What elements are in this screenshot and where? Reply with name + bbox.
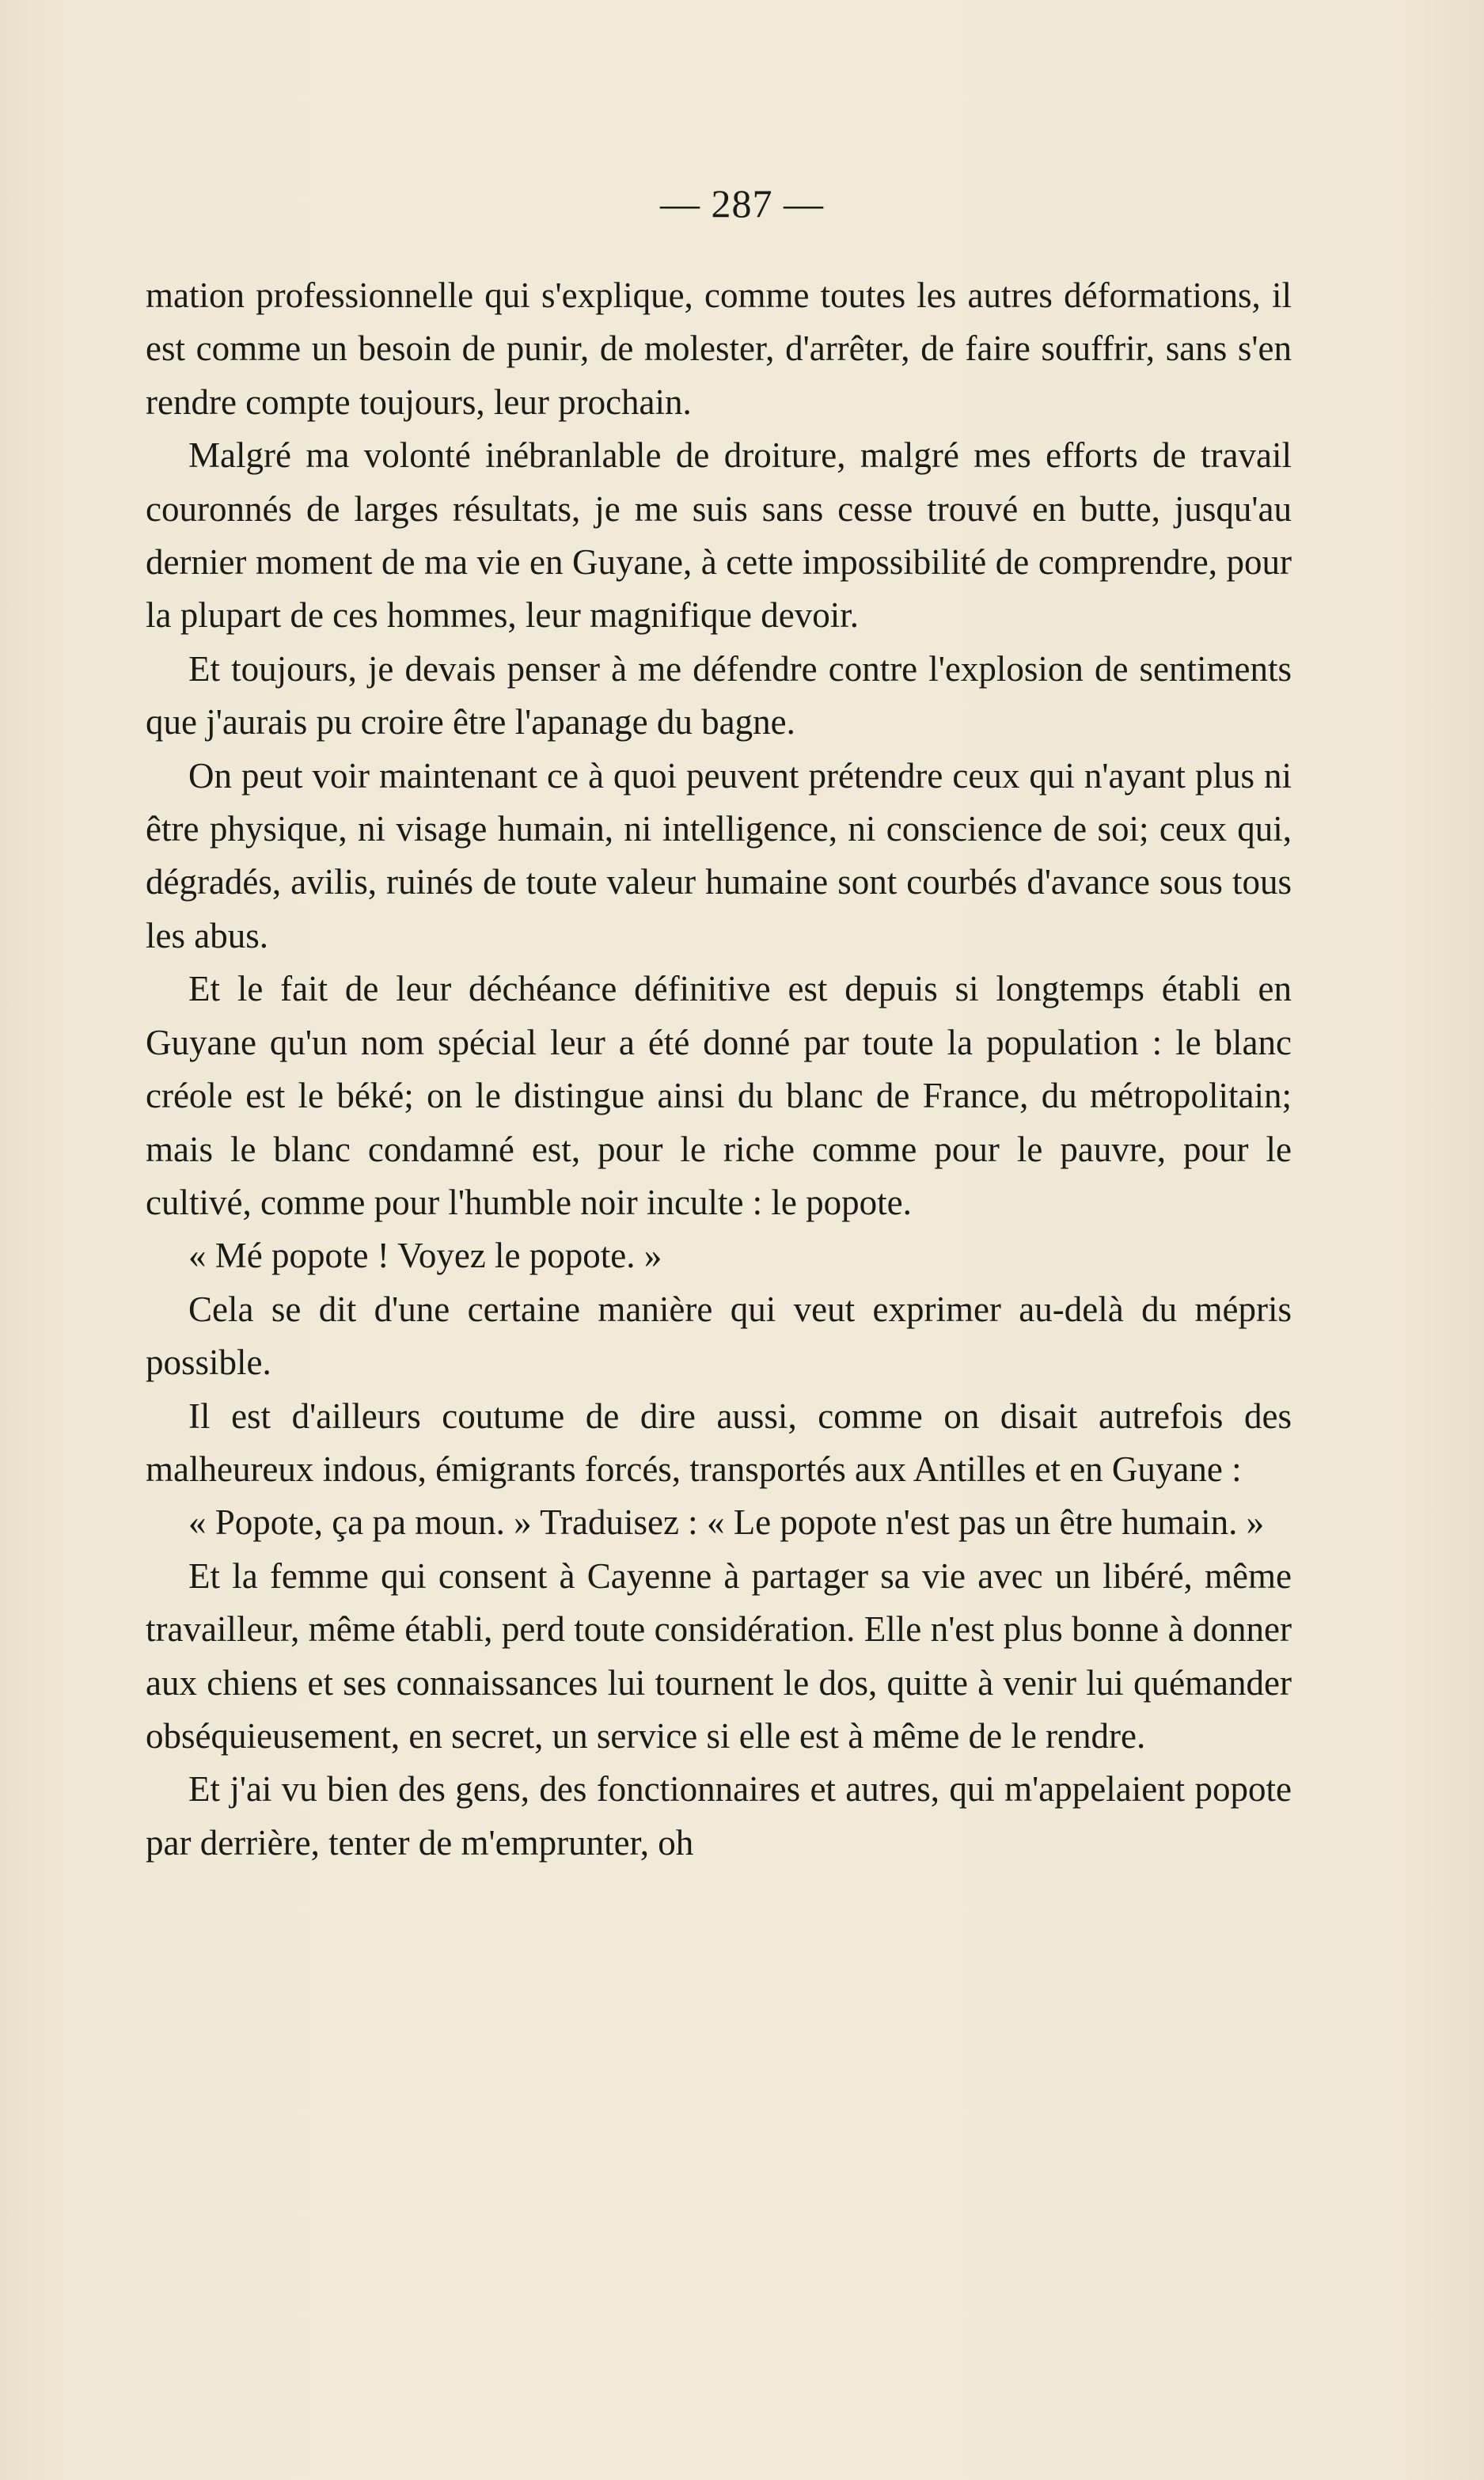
paragraph-1: mation professionnelle qui s'explique, comme toutes les autres déformations, il est comme un besoin de punir, de molester, d'arrêter, de faire souffrir, sans s'en rendre compte toujours, leur prochain. bbox=[146, 275, 1292, 422]
paragraph-11: Et j'ai vu bien des gens, des fonctionnaires et autres, qui m'appelaient popote par derrière, tenter de m'emprunter, oh bbox=[146, 1769, 1292, 1863]
paragraph-6: « Mé popote ! Voyez le popote. » bbox=[188, 1236, 662, 1276]
body-text bbox=[146, 269, 1292, 1870]
paragraph-9: « Popote, ça pa moun. » Traduisez : « Le popote n'est pas un être humain. » bbox=[188, 1502, 1265, 1543]
paragraph-4: On peut voir maintenant ce à quoi peuvent prétendre ceux qui n'ayant plus ni être physique, ni visage humain, ni intelligence, ni conscience de soi; ceux qui, dégradés, avilis, ruinés de toute valeur humaine sont courbés d'avance sous tous les abus. bbox=[146, 755, 1292, 955]
paragraph-2: Malgré ma volonté inébranlable de droiture, malgré mes efforts de travail couronnés de larges résultats, je me suis sans cesse trouvé en butte, jusqu'au dernier moment de ma vie en Guyane, à cette impossibilité de comprendre, pour la plupart de ces hommes, leur magnifique devoir. bbox=[146, 435, 1292, 636]
paragraph-3: Et toujours, je devais penser à me défendre contre l'explosion de sentiments que j'aurais pu croire être l'apanage du bagne. bbox=[146, 648, 1292, 742]
paragraph-8: Il est d'ailleurs coutume de dire aussi, comme on disait autrefois des malheureux indous, émigrants forcés, transportés aux Antilles et en Guyane : bbox=[146, 1396, 1292, 1489]
paragraph-7: Cela se dit d'une certaine manière qui veut exprimer au-delà du mépris possible. bbox=[146, 1289, 1292, 1383]
paragraph-5: Et le fait de leur déchéance définitive est depuis si longtemps établi en Guyane qu'un nom spécial leur a été donné par toute la population : le blanc créole est le béké; on le distingue ainsi du blanc de France, du métropolitain; mais le blanc condamné est, pour le riche comme pour le pauvre, pour le cultivé, comme pour l'humble noir inculte : le popote. bbox=[146, 969, 1292, 1222]
paragraph-10: Et la femme qui consent à Cayenne à partager sa vie avec un libéré, même travailleur, même établi, perd toute considération. Elle n'est plus bonne à donner aux chiens et ses connaissances lui tournent le dos, quitte à venir lui quémander obséquieusement, en secret, un service si elle est à même de le rendre. bbox=[146, 1555, 1292, 1756]
page-number: — 287 — bbox=[660, 181, 824, 226]
